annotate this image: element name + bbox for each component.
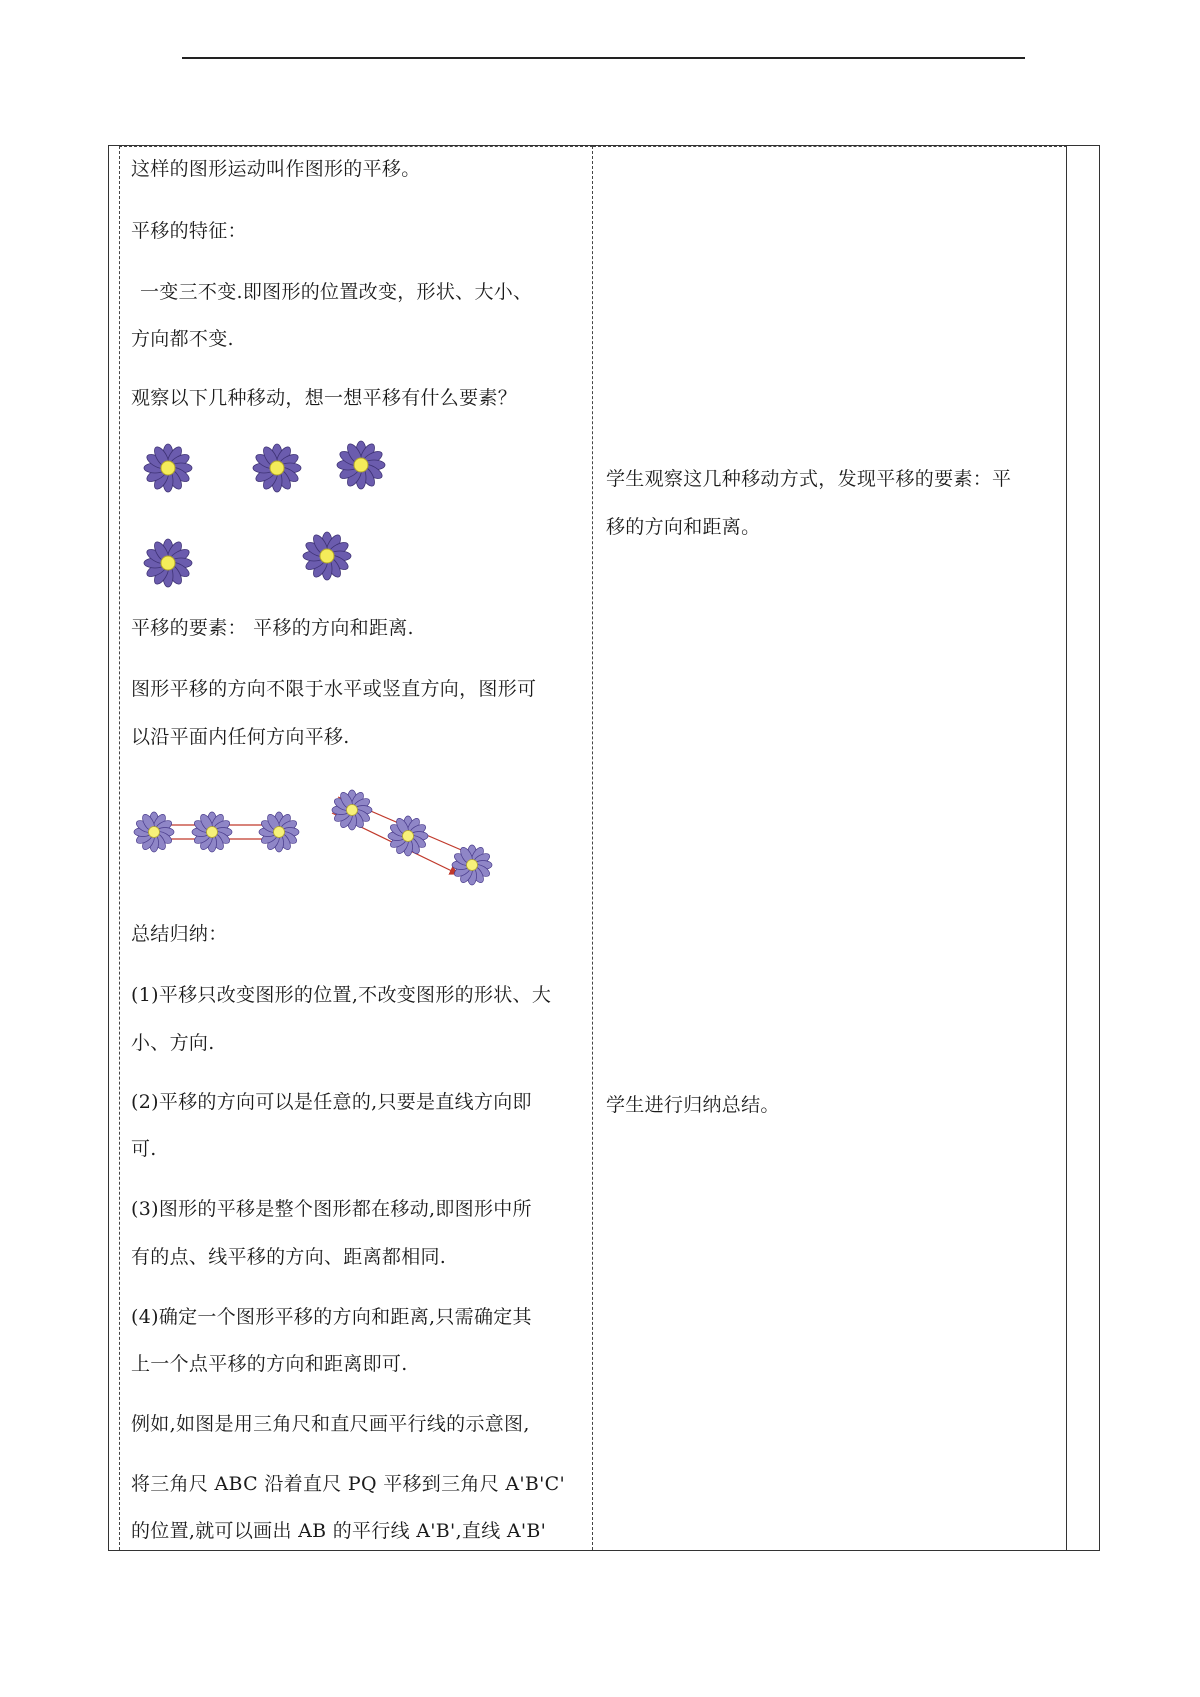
student-activity-column [593,146,1067,1550]
flower-translation-illustration [130,432,390,592]
text-line: 可. [131,1138,157,1160]
text-line: 的位置,就可以画出 AB 的平行线 A'B',直线 A'B' [131,1520,547,1542]
flower-icon [337,441,385,489]
text-line: 学生进行归纳总结。 [606,1094,780,1116]
text-line: 以沿平面内任何方向平移. [131,726,350,748]
text-line: (4)确定一个图形平移的方向和距离,只需确定其 [131,1306,532,1328]
flower-icon [144,444,192,492]
notes-column [1067,146,1099,1550]
header-rule [182,57,1025,59]
text-line: 有的点、线平移的方向、距离都相同. [131,1246,447,1268]
text-line: 平移的要素： 平移的方向和距离. [131,617,414,639]
text-line: 平移的特征： [131,220,247,242]
text-line: 方向都不变. [131,328,234,350]
flower-icon [388,816,428,856]
text-line: 观察以下几种移动，想一想平移有什么要素？ [131,387,518,409]
text-line: 移的方向和距离。 [606,516,761,538]
text-line: 例如,如图是用三角尺和直尺画平行线的示意图, [131,1413,530,1435]
flower-icon [332,790,372,830]
text-line: 这样的图形运动叫作图形的平移。 [131,158,421,180]
text-line: 图形平移的方向不限于水平或竖直方向，图形可 [131,678,537,700]
flower-icon [144,539,192,587]
text-line: 将三角尺 ABC 沿着直尺 PQ 平移到三角尺 A'B'C' [131,1473,566,1495]
text-line: 学生观察这几种移动方式，发现平移的要素：平 [606,468,1012,490]
text-line: 一变三不变.即图形的位置改变，形状、大小、 [140,281,533,303]
flower-icon [192,812,232,852]
flower-icon [259,812,299,852]
text-line: (1)平移只改变图形的位置,不改变图形的形状、大 [131,984,552,1006]
flower-icon [253,444,301,492]
text-line: (3)图形的平移是整个图形都在移动,即图形中所 [131,1198,532,1220]
text-line: 小、方向. [131,1032,215,1054]
text-line: (2)平移的方向可以是任意的,只要是直线方向即 [131,1091,532,1113]
flower-icon [452,845,492,885]
text-line: 总结归纳： [131,923,228,945]
flower-icon [303,532,351,580]
translation-arrows-illustration [128,780,508,900]
text-line: 上一个点平移的方向和距离即可. [131,1353,408,1375]
flower-icon [134,812,174,852]
